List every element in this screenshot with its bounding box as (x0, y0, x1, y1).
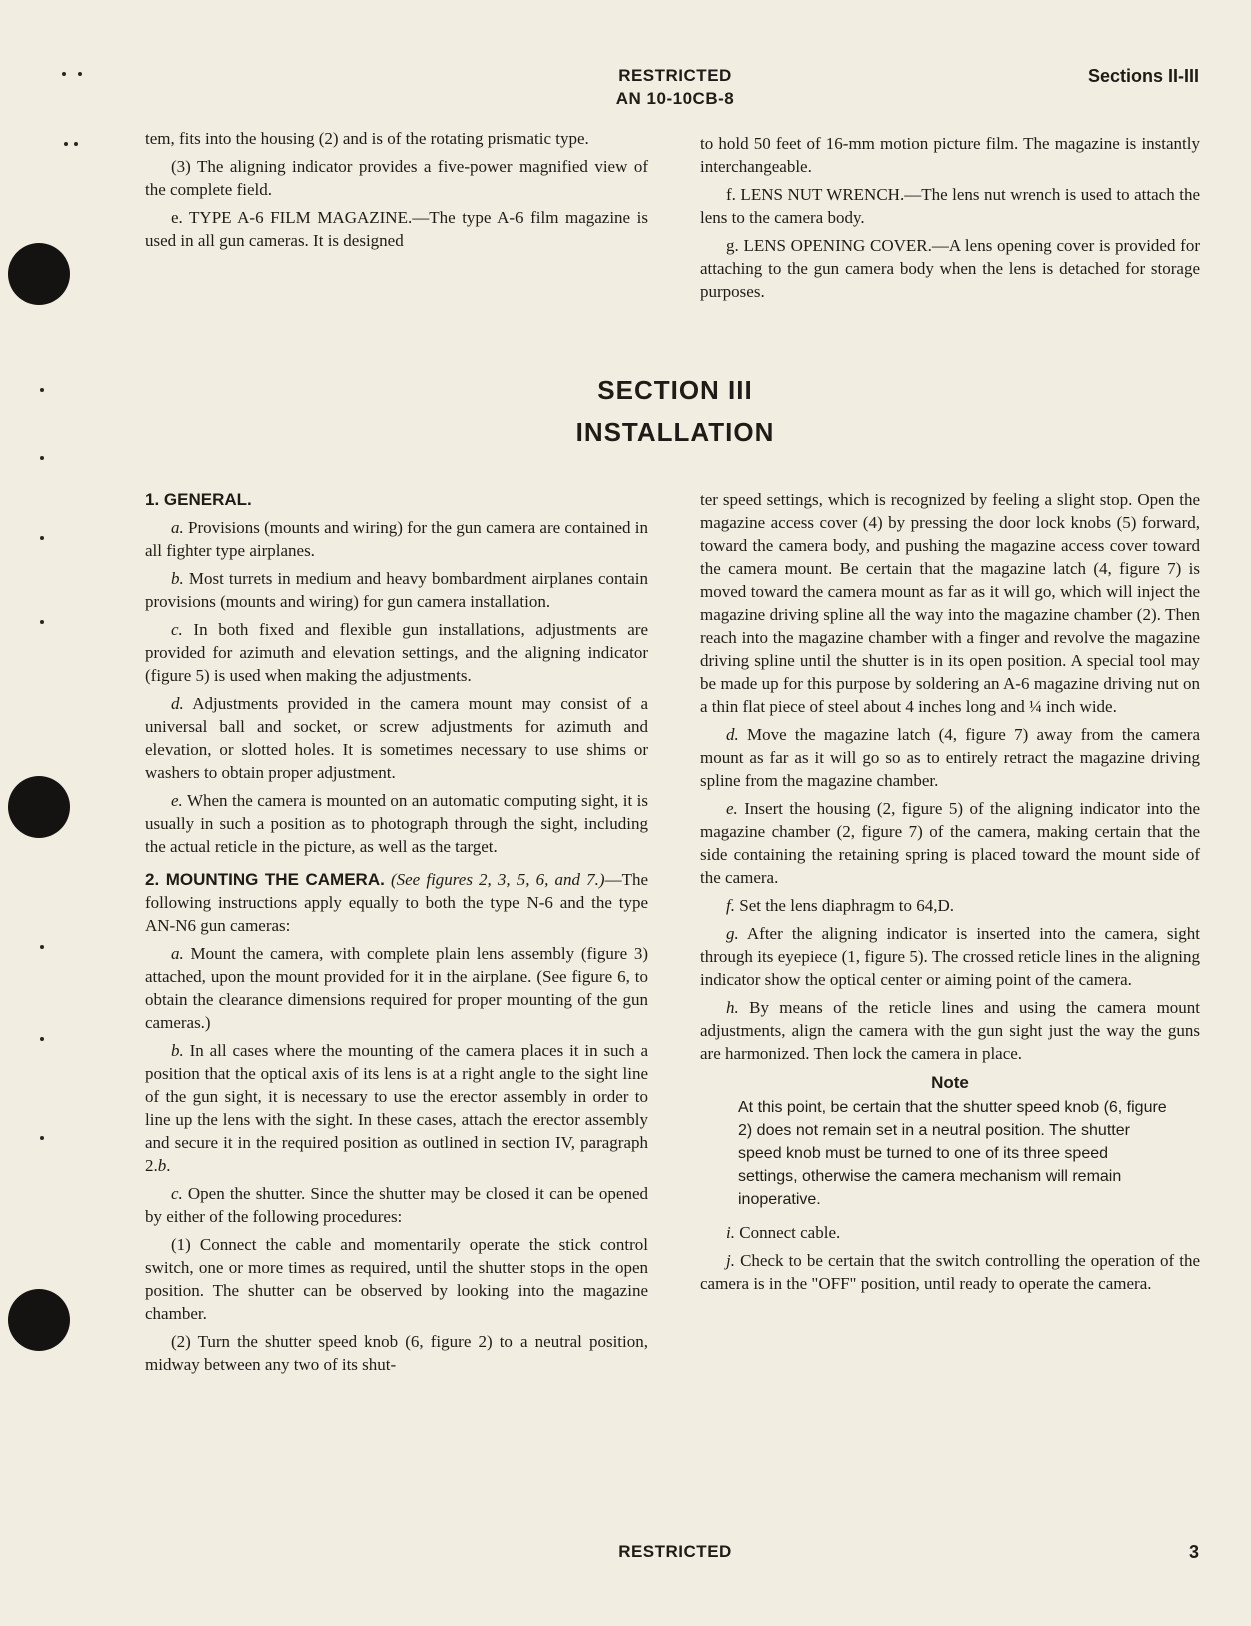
paragraph-1e: e. When the camera is mounted on an automatic computing sight, it is usually in such a position as to photograph through the sight, including the actual reticle in the picture, as well as the target. (145, 791, 648, 856)
heading-general (145, 488, 648, 511)
paragraph-2d: d. Move the magazine latch (4, figure 7) away from the camera mount as far as it will go so as to entirely retract the magazine driving spline from the magazine chamber. (700, 725, 1200, 790)
speck (40, 1037, 44, 1041)
note-body: At this point, be certain that the shutter speed knob (6, figure 2) does not remain set in a neutral position. The shutter speed knob must be turned to one of its three speed settings, otherwise the camera mechanism will remain inoperative. (738, 1099, 1167, 1208)
footer-classification: RESTRICTED (618, 1542, 732, 1561)
paragraph-2g: g. After the aligning indicator is inserted into the camera, sight through its eyepiece (1, figure 5). The crossed reticle lines in the aligning indicator show the optical center or aiming point of the camera. (700, 924, 1200, 989)
paragraph-1c: c. In both fixed and flexible gun installations, adjustments are provided for azimuth and elevation settings, and the aligning indicator (figure 5) is used when making the adjustments. (145, 620, 648, 685)
punch-hole-bottom (8, 1289, 70, 1351)
paragraph-1a: a. Provisions (mounts and wiring) for the gun camera are contained in all fighter type airplanes. (145, 518, 648, 560)
top-left-column (145, 127, 648, 257)
paragraph-2f: f. Set the lens diaphragm to 64,D. (726, 896, 955, 915)
paragraph-2j: j. Check to be certain that the switch controlling the operation of the camera is in the "OFF" position, until ready to operate the camera. (700, 1251, 1200, 1293)
paragraph: f. LENS NUT WRENCH.—The lens nut wrench is used to attach the lens to the camera body. (700, 185, 1200, 227)
speck (40, 1136, 44, 1140)
speck (40, 620, 44, 624)
speck (40, 536, 44, 540)
header-sections: Sections II-III (1087, 66, 1199, 86)
paragraph: (3) The aligning indicator provides a five-power magnified view of the complete field. (145, 157, 648, 199)
paragraph: e. TYPE A-6 FILM MAGAZINE.—The type A-6 film magazine is used in all gun cameras. It is designed (145, 208, 648, 250)
section-title: INSTALLATION (575, 417, 775, 447)
top-right-column (700, 132, 1200, 308)
paragraph-1b: b. Most turrets in medium and heavy bombardment airplanes contain provisions (mounts and wiring) for gun camera installation. (145, 569, 648, 611)
punch-hole-top (8, 243, 70, 305)
speck (40, 456, 44, 460)
heading-mounting: 2. MOUNTING THE CAMERA. (See figures 2, 3, 5, 6, and 7.)—The following instructions apply equally to both the type N-6 and the type AN-N6 gun cameras: (145, 870, 648, 935)
paragraph-2a: a. Mount the camera, with complete plain lens assembly (figure 3) attached, upon the mount provided for it in the airplane. (See figure 6, to obtain the clearance dimensions required for proper mounting of the gun cameras.) (145, 944, 649, 1032)
paragraph: tem, fits into the housing (2) and is of the rotating prismatic type. (145, 129, 589, 148)
header-classification: RESTRICTED (618, 66, 732, 85)
paragraph-2i: i. Connect cable. (726, 1223, 841, 1242)
page-number: 3 (1188, 1542, 1199, 1562)
paragraph-2b: b. In all cases where the mounting of the camera places it in such a position that the optical axis of its lens is at a right angle to the sight line of the gun sight, it is necessary to use the erector assembly in order to line up the lens with the sight. In these cases, attach the erector assembly and secure it in the required position as outlined in section IV, paragraph 2.b. (145, 1041, 648, 1175)
section-number: SECTION III (597, 375, 753, 405)
punch-hole-middle (8, 776, 70, 838)
paragraph-2e: e. Insert the housing (2, figure 5) of the aligning indicator into the magazine chamber (2, figure 7) of the camera, making certain that the side containing the retaining spring is placed toward the mount side of the camera. (700, 799, 1200, 887)
paragraph: to hold 50 feet of 16-mm motion picture film. The magazine is instantly interchangeable. (700, 134, 1200, 176)
paragraph-2c1: (1) Connect the cable and momentarily operate the stick control switch, one or more times as required, until the shutter stops in the open position. The shutter can be observed by looking into the magazine chamber. (145, 1235, 648, 1323)
body-left-column (145, 488, 648, 1381)
paragraph-2h: h. By means of the reticle lines and using the camera mount adjustments, align the camera with the gun sight just the way the guns are harmonized. Then lock the camera in place. (700, 998, 1201, 1063)
paragraph: g. LENS OPENING COVER.—A lens opening cover is provided for attaching to the gun camera body when the lens is detached for storage purposes. (700, 236, 1200, 301)
paragraph-2c2: (2) Turn the shutter speed knob (6, figure 2) to a neutral position, midway between any two of its shut- (145, 1332, 648, 1374)
paragraph-2c2-continued: ter speed settings, which is recognized by feeling a slight stop. Open the magazine access cover (4) by pressing the door lock knobs (5) forward, toward the camera body, and pushing the magazine access cover toward the camera mount. Be certain that the magazine latch (4, figure 7) is moved toward the camera mount as far as it will go, which will inject the magazine driving spline all the way into the magazine chamber (2). Then reach into the magazine chamber with a finger and revolve the magazine driving spline until the shutter is in its open position. A special tool may be made up for this purpose by soldering an A-6 magazine driving nut on a thin flat piece of steel about 4 inches long and ¼ inch wide. (700, 490, 1200, 716)
body-right-column (700, 488, 1200, 1300)
paragraph-2c: c. Open the shutter. Since the shutter may be closed it can be opened by either of the following procedures: (145, 1184, 648, 1226)
speck (64, 142, 68, 146)
speck (74, 142, 78, 146)
note-title: Note (931, 1073, 969, 1092)
speck (40, 945, 44, 949)
page-header (0, 64, 1251, 110)
heading-general-text: 1. GENERAL. (145, 490, 252, 509)
header-doc-number: AN 10-10CB-8 (615, 89, 735, 108)
paragraph-1d: d. Adjustments provided in the camera mount may consist of a universal ball and socket, or screw adjustments for azimuth and elevation, or slotted holes. It is sometimes necessary to use shims or washers to obtain proper adjustment. (145, 694, 649, 782)
